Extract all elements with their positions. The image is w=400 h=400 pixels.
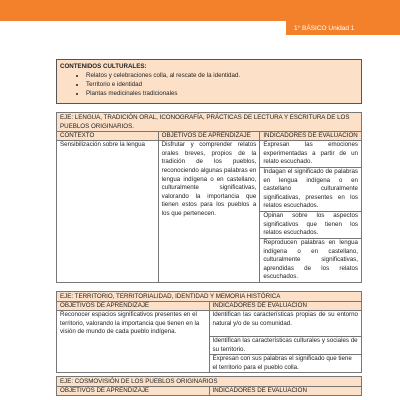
eje1-header-objetivos: OBJETIVOS DE APRENDIZAJE — [158, 132, 260, 141]
contenidos-culturales-box — [56, 59, 362, 104]
eje1-indicador: Indagan el significado de palabras en lengua indígena o en castellano culturalmente significativas, presentes en los relatos escuchados. — [260, 167, 362, 211]
eje3-header-objetivos: OBJETIVOS DE APRENDIZAJE — [57, 387, 210, 396]
eje2-title: EJE: TERRITORIO, TERRITORIALIDAD, IDENTIDAD Y MEMORIA HISTÓRICA — [57, 292, 362, 302]
unit-label: 1° BÁSICO Unidad 1 — [286, 21, 400, 35]
eje2-header-objetivos: OBJETIVOS DE APRENDIZAJE — [57, 302, 210, 311]
eje2-header-indicadores: INDICADORES DE EVALUACIÓN — [209, 302, 362, 311]
eje1-objetivo: Disfrutar y comprender relatos orales breves, propios de la tradición de los pueblos, reconociendo algunas palabras en lengua indígena o en castellano, culturalmente significativas, valorando la importancia que tienen estos para los pueblos a los que pertenecen. — [158, 141, 260, 283]
eje1-contexto: Sensibilización sobre la lengua — [57, 141, 159, 283]
eje2-indicador: Identifican las características culturales y sociales de su territorio. — [209, 337, 362, 355]
eje1-header-contexto: CONTEXTO — [57, 132, 159, 141]
eje2-objetivo: Reconocer espacios significativos presentes en el territorio, valorando la importancia que tienen en la visión de mundo de cada pueblo indígena. — [57, 311, 210, 373]
eje1-header-indicadores: INDICADORES DE EVALUACIÓN — [260, 132, 362, 141]
eje3-title: EJE: COSMOVISIÓN DE LOS PUEBLOS ORIGINARIOS — [57, 377, 362, 387]
contenidos-title: CONTENIDOS CULTURALES: — [60, 63, 147, 70]
eje2-indicador: Identifican las características propias de su entorno natural y/o de su comunidad. — [209, 311, 362, 337]
eje2-indicador: Expresan con sus palabras el significado que tiene el territorio para el pueblo colla. — [209, 355, 362, 373]
eje1-table — [56, 112, 362, 283]
eje1-indicador: Expresan las emociones experimentadas a partir de un relato escuchado. — [260, 141, 362, 168]
eje3-table — [56, 376, 362, 396]
contenido-item: • Relatos y celebraciones colla, al rescate de la identidad. — [86, 72, 358, 80]
eje1-indicador: Opinan sobre los aspectos significativos que tienen los relatos escuchados. — [260, 211, 362, 238]
eje2-table — [56, 291, 362, 373]
eje3-header-indicadores: INDICADORES DE EVALUACIÓN — [209, 387, 362, 396]
contenido-item: • Territorio e identidad — [86, 81, 358, 89]
contenidos-list — [60, 72, 358, 98]
header-bar — [0, 0, 400, 21]
eje1-indicador: Reproducen palabras en lengua indígena o en castellano, culturalmente significativas, aprendidas de los relatos escuchados. — [260, 238, 362, 282]
contenido-item: • Plantas medicinales tradicionales — [86, 90, 358, 98]
eje1-title: EJE: LENGUA, TRADICIÓN ORAL, ICONOGRAFÍA, PRÁCTICAS DE LECTURA Y ESCRITURA DE LOS PUEBLOS ORIGINARIOS. — [57, 113, 362, 132]
